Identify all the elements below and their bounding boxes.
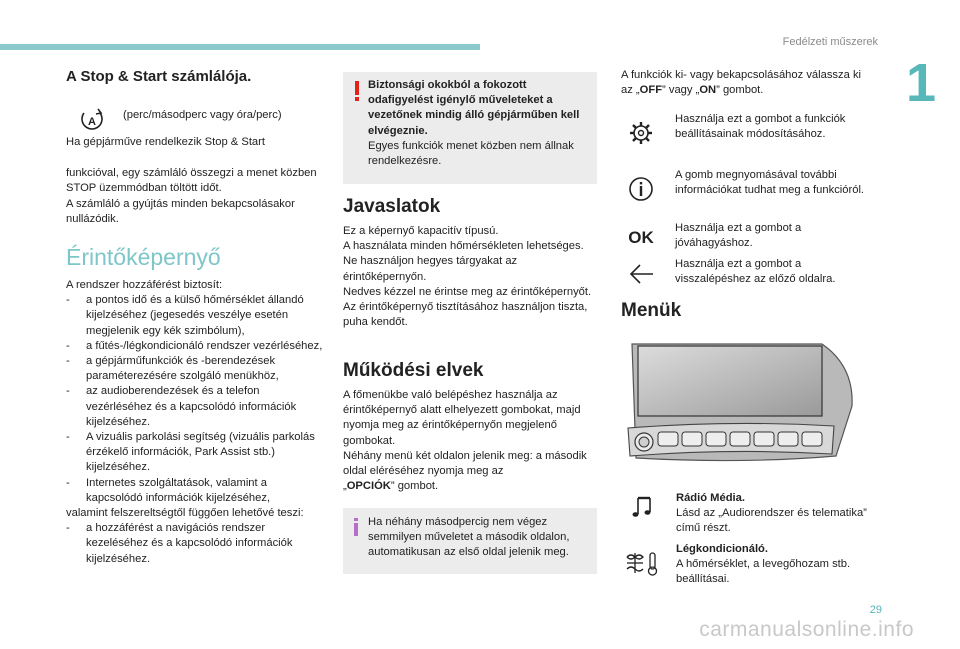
- info-marker-icon: [352, 518, 360, 541]
- stop-start-para2: funkcióval, egy számláló összegzi a menet közben STOP üzemmódban töltött időt.: [66, 167, 317, 195]
- warning-text: [368, 78, 590, 169]
- gear-description: Használja ezt a gombot a funkciók beállításainak módosításához.: [675, 113, 846, 141]
- list-item: - a hozzáférést a navigációs rendszer kezeléséhez és a kapcsolódó információk kijelzéséhez.: [66, 522, 293, 565]
- advice-line: A használata minden hőmérsékleten lehetséges.: [343, 240, 584, 253]
- stop-start-title: A Stop & Start számlálója.: [66, 68, 252, 85]
- back-description: Használja ezt a gombot a visszalépéshez az előző oldalra.: [675, 258, 836, 286]
- advice-line: Ez a képernyő kapacitív típusú.: [343, 225, 499, 237]
- chapter-number: 1: [905, 53, 936, 113]
- aircon-item: [676, 542, 876, 588]
- advice-text: [343, 224, 601, 330]
- info-icon: [621, 174, 661, 204]
- touchscreen-intro: A rendszer hozzáférést biztosít:: [66, 279, 223, 291]
- touchscreen-title: Érintőképernyő: [66, 244, 221, 270]
- advice-title: Javaslatok: [343, 196, 441, 217]
- radio-media-text: Lásd az „Audiorendszer és telematika” című részt.: [676, 507, 867, 535]
- back-arrow-icon: [621, 259, 661, 289]
- svg-text:A: A: [88, 116, 96, 128]
- header-accent-bar: [0, 44, 480, 50]
- climate-icon: [624, 551, 662, 582]
- infotainment-illustration: [622, 336, 862, 471]
- watermark: carmanualsonline.info: [699, 618, 914, 641]
- list-item: - a fűtés-/légkondicionáló rendszer vezérléséhez,: [66, 339, 323, 352]
- warning-bold: Biztonsági okokból a fokozott odafigyelést igénylő műveleteket a vezetőnek mindig álló gépjárműben kell elvégeznie.: [368, 79, 580, 137]
- advice-line: Ne használjon hegyes tárgyakat az érintőképernyőn.: [343, 255, 518, 283]
- operation-title: Működési elvek: [343, 360, 484, 381]
- music-note-icon: [630, 494, 656, 525]
- radio-media-title: Rádió Média.: [676, 492, 745, 504]
- operation-para1: A főmenükbe való belépéshez használja az érintőképernyő alatt elhelyezett gombokat, majd nyomja meg az érintőképernyőn megjelenő gombokat.: [343, 389, 581, 447]
- stop-start-para3: A számláló a gyújtás minden bekapcsolásakor nullázódik.: [66, 198, 295, 226]
- list-item: - az audioberendezések és a telefon vezérléséhez és a kapcsolódó információk kijelzéséhez.: [66, 385, 297, 428]
- ok-icon: OK: [628, 228, 654, 248]
- list-item: - a gépjárműfunkciók és -berendezések paraméterezésére szolgáló menükhöz,: [66, 355, 279, 383]
- warning-icon: [350, 80, 364, 107]
- aircon-title: Légkondicionáló.: [676, 543, 768, 555]
- operation-para2: Néhány menü két oldalon jelenik meg: a második oldal eléréséhez nyomja meg az: [343, 449, 587, 478]
- radio-media-item: [676, 491, 876, 537]
- mid-paragraph: valamint felszereltségtől függően lehetővé teszi:: [66, 507, 304, 520]
- page-number: 29: [869, 604, 882, 616]
- info-text: Ha néhány másodpercig nem végez semmilyen műveletet a második oldalon, automatikusan az első oldal jelenik meg.: [368, 516, 570, 559]
- list-item: - a pontos idő és a külső hőmérséklet állandó kijelzéséhez (jegesedés veszélye esetén megjelenik egy kék szimbólum),: [66, 294, 304, 337]
- stop-start-unit: (perc/másodperc vagy óra/perc): [123, 109, 282, 121]
- info-description: A gomb megnyomásával további információkat tudhat meg a funkcióról.: [675, 169, 865, 197]
- advice-line: Nedves kézzel ne érintse meg az érintőképernyőt.: [343, 285, 592, 298]
- on-off-paragraph: A funkciók ki- vagy bekapcsolásához válassza ki az „OFF” vagy „ON” gombot.: [621, 69, 862, 97]
- list-item: - A vizuális parkolási segítség (vizuális parkolás érzékelő információk, Park Assist stb.) kijelzéséhez.: [66, 431, 315, 474]
- list-item: - Internetes szolgáltatások, valamint a kapcsolódó információk kijelzéséhez,: [66, 476, 271, 504]
- stop-start-para1: Ha gépjárműve rendelkezik Stop & Start: [66, 136, 265, 148]
- menus-title: Menük: [621, 300, 682, 321]
- aircon-text: A hőmérséklet, a levegőhozam stb. beállításai.: [676, 558, 851, 586]
- advice-line: Az érintőképernyő tisztításához használjon tiszta, puha kendőt.: [343, 301, 588, 329]
- operation-text: [343, 388, 601, 494]
- warning-normal: Egyes funkciók menet közben nem állnak rendelkezésre.: [368, 139, 574, 168]
- gear-icon: [621, 118, 661, 148]
- touchscreen-list: [66, 278, 324, 567]
- stop-start-section: [66, 68, 324, 85]
- operation-para3: „OPCIÓK” gombot.: [343, 480, 439, 493]
- stop-start-icon: [80, 106, 104, 137]
- ok-description: Használja ezt a gombot a jóváhagyáshoz.: [675, 222, 802, 250]
- section-title: Fedélzeti műszerek: [782, 36, 878, 48]
